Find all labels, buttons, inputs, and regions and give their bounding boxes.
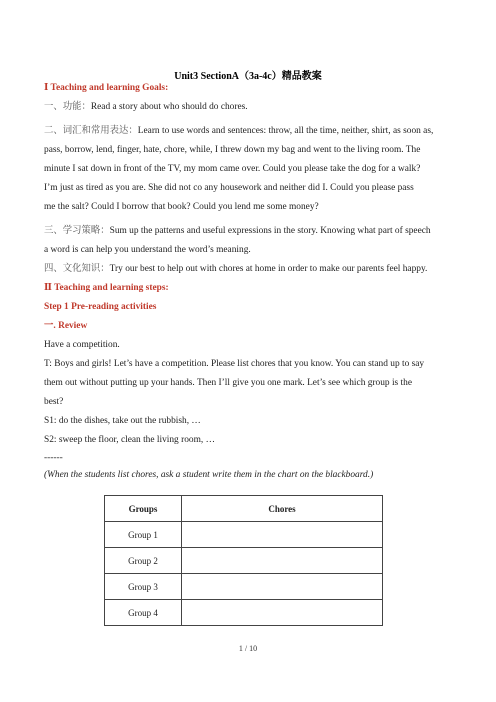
group-cell: Group 4 <box>105 600 182 626</box>
review-heading: 一. Review <box>44 321 88 331</box>
goal-vocab-line3: minute I sat down in front of the TV, my mom came over. Could you please take the dog for a walk? <box>44 164 421 174</box>
section-heading-steps: Ⅱ Teaching and learning steps: <box>44 283 169 293</box>
goal-label: 四、文化知识： <box>44 264 110 274</box>
chores-table <box>104 495 383 626</box>
chores-cell <box>182 600 383 626</box>
goal-vocab-line4: I’m just as tired as you are. She did not co any housework and neither did I. Could you please pass <box>44 183 414 193</box>
teacher-note: (When the students list chores, ask a student write them in the chart on the blackboard.) <box>44 470 374 480</box>
teacher-line-2: them out without putting up your hands. Then I’ll give you one mark. Let’s see which group is the <box>44 378 412 388</box>
group-cell: Group 3 <box>105 574 182 600</box>
step-heading: Step 1 Pre-reading activities <box>44 302 157 312</box>
goal-vocab-line2: pass, borrow, lend, finger, hate, chore, while, I threw down my bag and went to the living room. The <box>44 145 421 155</box>
table-header-row <box>105 496 383 522</box>
goal-text: Read a story about who should do chores. <box>90 102 248 112</box>
goal-label: 三、学习策略： <box>44 226 110 236</box>
paragraph: Have a competition. <box>44 340 120 350</box>
goal-label: 一、功能： <box>44 102 91 112</box>
chores-cell <box>182 548 383 574</box>
teacher-line-3: best? <box>44 397 64 407</box>
table-row <box>105 548 383 574</box>
goal-text: Try our best to help out with chores at home in order to make our parents feel happy. <box>109 264 428 274</box>
section-heading-goals: Ⅰ Teaching and learning Goals: <box>44 83 169 93</box>
table-row <box>105 574 383 600</box>
page-title: Unit3 SectionA（3a-4c）精品教案 <box>174 71 322 82</box>
group-cell: Group 1 <box>105 522 182 548</box>
chores-cell <box>182 574 383 600</box>
student-line-1: S1: do the dishes, take out the rubbish, … <box>44 416 201 426</box>
teacher-line-1: T: Boys and girls! Let’s have a competition. Please list chores that you know. You can stand up to say <box>44 359 425 369</box>
column-header-groups: Groups <box>105 496 182 522</box>
goal-culture <box>44 263 456 275</box>
goal-strategy <box>44 225 456 237</box>
goal-text: Sum up the patterns and useful expressions in the story. Knowing what part of speech <box>109 226 431 236</box>
goal-strategy-line2: a word is can help you understand the word’s meaning. <box>44 245 251 255</box>
group-cell: Group 2 <box>105 548 182 574</box>
goal-label: 二、词汇和常用表达： <box>44 126 138 136</box>
table-row <box>105 600 383 626</box>
goal-vocab <box>44 125 456 137</box>
goal-text: Learn to use words and sentences: throw, all the time, neither, shirt, as soon as, <box>137 126 434 136</box>
dash-line: ------ <box>44 453 63 463</box>
goal-vocab-line5: me the salt? Could I borrow that book? Could you lend me some money? <box>44 202 319 212</box>
page-number: 1 / 10 <box>238 644 258 653</box>
goal-function <box>44 101 456 113</box>
chores-cell <box>182 522 383 548</box>
table-row <box>105 522 383 548</box>
column-header-chores: Chores <box>182 496 383 522</box>
student-line-2: S2: sweep the floor, clean the living room, … <box>44 435 215 445</box>
